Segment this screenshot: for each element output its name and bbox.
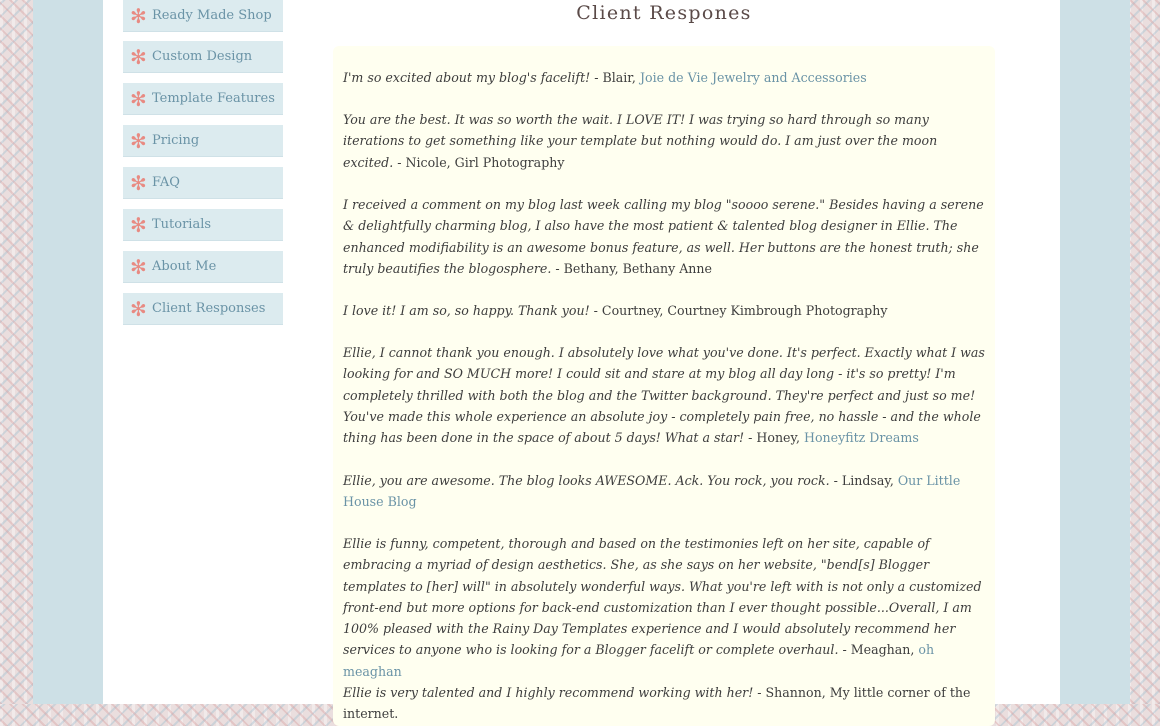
nav-item-template-features[interactable] (123, 83, 283, 115)
testimonial-quote: Ellie is funny, competent, thorough and based on the testimonies left on her site, capable of embracing a myriad of design aesthetics. She, as she says on her website, "bend[s] Blogger templates to [her] will" in absolutely wonderful ways. What you're left with is not only a customized front-end but more options for back-end customization than I ever thought possible...Overall, I am 100% pleased with the Rainy Day Templates experience and I would absolutely recommend her services to anyone who is looking for a Blogger facelift or complete overhaul. (343, 536, 982, 658)
testimonial-link[interactable]: Joie de Vie Jewelry and Accessories (639, 70, 867, 85)
testimonial-attribution: - Honey, (744, 430, 804, 446)
nav-label: Tutorials (152, 217, 212, 232)
asterisk-icon: ✻ (130, 86, 147, 111)
testimonial-link[interactable]: Honeyfitz Dreams (803, 430, 919, 446)
nav-label: FAQ (152, 175, 180, 190)
testimonial-attribution: - Bethany, Bethany Anne (551, 260, 712, 276)
testimonial-attribution: - Meaghan, (838, 642, 919, 658)
testimonial-link[interactable]: Our Little House Blog (343, 473, 961, 510)
nav-item-custom-design[interactable] (123, 41, 283, 73)
testimonial-attribution: - Courtney, Courtney Kimbrough Photography (589, 303, 888, 318)
testimonial (343, 342, 987, 448)
asterisk-icon: ✻ (130, 212, 147, 237)
testimonial-link[interactable]: oh meaghan (343, 642, 935, 679)
testimonial-quote: Ellie is very talented and I highly recommend working with her! (343, 685, 754, 700)
page-title: Client Respones (576, 2, 752, 24)
testimonial (343, 533, 987, 682)
asterisk-icon: ✻ (130, 254, 147, 279)
testimonial-attribution: - Nicole, Girl Photography (393, 154, 565, 170)
nav-label: Custom Design (152, 49, 253, 64)
testimonial (343, 109, 987, 173)
testimonial-quote: I received a comment on my blog last week calling my blog "soooo serene." Besides having a serene & delightfully charming blog, I also have the most patient & talented blog designer in Ellie. The enhanced modifiability is an awesome bonus feature, as well. Her buttons are the honest truth; she truly beautifies the blogosphere. (343, 197, 984, 276)
nav-item-tutorials[interactable] (123, 209, 283, 241)
nav-item-ready-made-shop[interactable] (123, 0, 283, 32)
asterisk-icon: ✻ (130, 170, 147, 195)
nav-item-client-responses[interactable] (123, 293, 283, 325)
testimonial (343, 682, 987, 725)
testimonial (343, 470, 987, 513)
testimonial-quote: You are the best. It was so worth the wait. I LOVE IT! I was trying so hard through so many iterations to get something like your template but nothing would do. I am just over the moon excited. (343, 112, 938, 170)
nav-item-pricing[interactable] (123, 125, 283, 157)
testimonial (343, 300, 987, 321)
testimonial-quote: Ellie, I cannot thank you enough. I absolutely love what you've done. It's perfect. Exactly what I was looking for and SO MUCH more! I could sit and stare at my blog all day long - it's so pretty! I'm completely thrilled with both the blog and the Twitter background. They're perfect and just so me! You've made this whole experience an absolute joy - completely pain free, no hassle - and the whole thing has been done in the space of about 5 days! What a star! (343, 345, 985, 446)
nav-item-faq[interactable] (123, 167, 283, 199)
testimonial (343, 67, 987, 88)
nav-label: About Me (152, 259, 217, 274)
testimonial-quote: I'm so excited about my blog's facelift! (343, 70, 591, 85)
asterisk-icon: ✻ (130, 44, 147, 69)
testimonial-attribution: - Blair, (590, 70, 640, 85)
nav-label: Pricing (152, 133, 200, 148)
testimonial-quote: I love it! I am so, so happy. Thank you! (343, 303, 590, 318)
asterisk-icon: ✻ (130, 296, 147, 321)
nav-label: Client Responses (152, 301, 266, 316)
nav-label: Ready Made Shop (152, 8, 272, 23)
testimonial-attribution: - Lindsay, (829, 473, 898, 488)
nav-item-about-me[interactable] (123, 251, 283, 283)
nav-label: Template Features (152, 91, 275, 106)
testimonial (343, 194, 987, 279)
testimonial-quote: Ellie, you are awesome. The blog looks AWESOME. Ack. You rock, you rock. (343, 473, 830, 488)
testimonial-attribution: - Shannon, My little corner of the internet. (343, 685, 971, 722)
asterisk-icon: ✻ (130, 128, 147, 153)
asterisk-icon: ✻ (130, 3, 147, 28)
